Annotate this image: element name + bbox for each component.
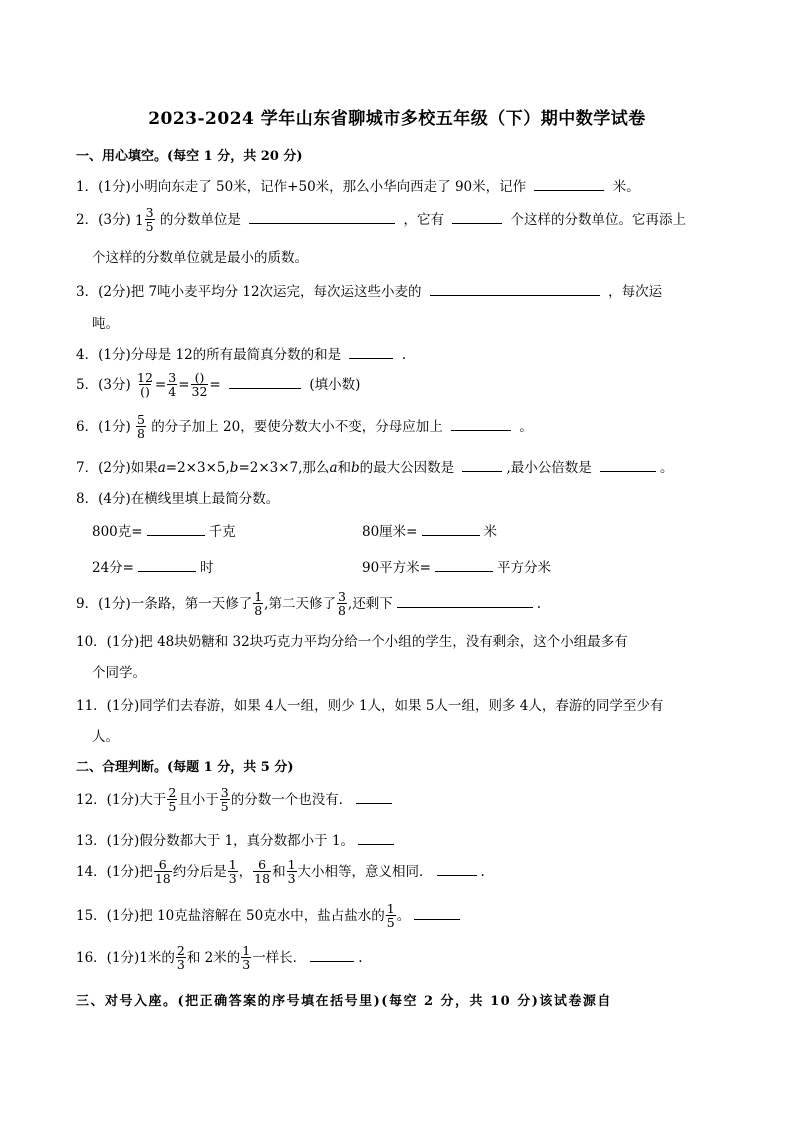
question-3 bbox=[76, 280, 662, 300]
q7-prefix: 7．(2分)如果 bbox=[76, 460, 158, 476]
q7-var-a: a bbox=[157, 460, 166, 476]
q9-blank[interactable] bbox=[397, 606, 533, 608]
q7-text-e: 的最大公因数是 bbox=[359, 460, 455, 476]
q2-text-e: 个这样的分数单位就是最小的质数。 bbox=[92, 250, 308, 266]
section-heading-2: 二、合理判断。(每题 1 分，共 5 分) bbox=[76, 760, 294, 775]
q7-text-b: =2×3×5, bbox=[165, 460, 230, 476]
q8-r2-label-2: 90平方米= bbox=[362, 560, 431, 576]
q6-prefix: 6．(1分) bbox=[76, 419, 131, 435]
q5-fraction-3 bbox=[191, 371, 209, 398]
q14-text-b: 约分后是 bbox=[172, 864, 227, 880]
q12-prefix: 12．(1分)大于 bbox=[76, 792, 167, 808]
question-1 bbox=[76, 175, 640, 195]
q7-text-d: 和 bbox=[337, 460, 351, 476]
q14-fraction-4 bbox=[287, 858, 297, 885]
q16-f2-den: 3 bbox=[242, 957, 251, 972]
q5-f2-den: 4 bbox=[168, 384, 177, 399]
q5-eq-1: = bbox=[154, 377, 167, 393]
q16-text-b: 和 2米的 bbox=[186, 950, 241, 966]
q6-text: 的分子加上 20，要使分数大小不变，分母应加上 bbox=[151, 419, 443, 435]
q8-r2-label: 24分= bbox=[92, 560, 134, 576]
q6-num: 5 bbox=[137, 412, 145, 427]
q14-f1-den: 18 bbox=[154, 871, 171, 886]
q8-row-1-left bbox=[92, 520, 236, 540]
q12-f2-num: 3 bbox=[220, 785, 229, 800]
q14-f3-den: 18 bbox=[254, 871, 271, 886]
q7-blank-2[interactable] bbox=[600, 470, 656, 472]
q2-fraction bbox=[145, 206, 155, 233]
q13-blank[interactable] bbox=[358, 843, 394, 845]
q2-prefix: 2．(3分) bbox=[76, 212, 131, 228]
q8-r1-label-2: 80厘米= bbox=[362, 524, 418, 540]
q3-text-b: ，每次运 bbox=[608, 284, 663, 300]
q2-text-d: 个这样的分数单位。它再添上 bbox=[510, 212, 687, 228]
q15-text-b: 。 bbox=[396, 908, 411, 924]
q14-text-e: 大小相等，意义相同． bbox=[297, 864, 433, 880]
q12-fraction-2 bbox=[220, 786, 230, 813]
q10-text: 10．(1分)把 48块奶糖和 32块巧克力平均分给一个小组的学生，没有剩余，这个小组最多有 bbox=[76, 634, 628, 650]
q6-blank[interactable] bbox=[451, 429, 511, 431]
q12-f1-num: 2 bbox=[168, 785, 177, 800]
q8-r2-unit: 时 bbox=[200, 560, 214, 576]
q8-r2-blank-2[interactable] bbox=[435, 570, 493, 572]
q14-end: . bbox=[480, 864, 485, 880]
q5-eq-3: = bbox=[209, 377, 221, 393]
section-heading-3: 三、对号入座。(把正确答案的序号填在括号里)(每空 2 分，共 10 分)该试卷源自 bbox=[76, 994, 612, 1009]
q10-text-b: 个同学。 bbox=[92, 665, 146, 681]
question-10-cont bbox=[92, 661, 146, 681]
q4-text: 4．(1分)分母是 12的所有最简真分数的和是 bbox=[76, 347, 342, 363]
q5-eq-2: = bbox=[178, 377, 190, 393]
q14-f3-num: 6 bbox=[258, 857, 267, 872]
q11-text: 11．(1分)同学们去春游，如果 4人一组，则少 1人，如果 5人一组，则多 4人，春游的同学至少有 bbox=[76, 698, 664, 714]
q2-text-b: 的分数单位是 bbox=[159, 212, 241, 228]
q5-f1-den: () bbox=[140, 384, 150, 399]
q5-f3-num: () bbox=[194, 370, 205, 385]
q7-blank-1[interactable] bbox=[462, 470, 502, 472]
question-4 bbox=[76, 343, 406, 363]
q12-f1-den: 5 bbox=[168, 799, 177, 814]
q14-f1-num: 6 bbox=[158, 857, 167, 872]
q7-end: 。 bbox=[660, 460, 674, 476]
q14-fraction-3 bbox=[253, 858, 271, 885]
q5-fraction-1 bbox=[136, 371, 154, 398]
q14-f2-den: 3 bbox=[228, 871, 237, 886]
q14-fraction-1 bbox=[154, 858, 172, 885]
q7-var-b: b bbox=[229, 460, 239, 476]
question-13 bbox=[76, 829, 398, 849]
question-12 bbox=[76, 787, 396, 814]
q16-text-c: 一样长． bbox=[252, 950, 307, 966]
q9-f1-num: 1 bbox=[254, 589, 263, 604]
q1-unit: 米。 bbox=[612, 179, 640, 195]
question-15 bbox=[76, 903, 464, 930]
question-14 bbox=[76, 859, 485, 886]
q14-fraction-2 bbox=[228, 858, 238, 885]
q9-f1-den: 8 bbox=[254, 603, 263, 618]
q15-f1-num: 1 bbox=[386, 901, 395, 916]
q6-fraction bbox=[136, 413, 146, 440]
q2-blank-2[interactable] bbox=[452, 222, 502, 224]
q9-fraction-1 bbox=[253, 590, 263, 617]
q16-f2-num: 1 bbox=[242, 943, 251, 958]
q15-fraction bbox=[386, 902, 396, 929]
page-title: 2023-2024 学年山东省聊城市多校五年级（下）期中数学试卷 bbox=[148, 109, 646, 129]
q16-end: . bbox=[358, 950, 363, 966]
q4-blank[interactable] bbox=[349, 357, 393, 359]
q5-note: (填小数) bbox=[309, 377, 361, 393]
question-8 bbox=[76, 487, 279, 507]
q4-end: . bbox=[401, 347, 407, 363]
q8-r1-blank-2[interactable] bbox=[422, 534, 480, 536]
q5-f1-num: 12 bbox=[137, 370, 153, 385]
q5-prefix: 5．(3分) bbox=[76, 377, 131, 393]
q7-var-a2: a bbox=[329, 460, 338, 476]
q7-text-c: =2×3×7,那么 bbox=[238, 460, 330, 476]
q6-den: 8 bbox=[137, 426, 145, 441]
q5-blank[interactable] bbox=[229, 387, 301, 389]
q9-text-b: ,第二天修了 bbox=[264, 596, 336, 612]
question-10 bbox=[76, 630, 628, 650]
q14-f4-den: 3 bbox=[287, 871, 296, 886]
q8-r1-blank-1[interactable] bbox=[147, 534, 205, 536]
q5-f3-den: 32 bbox=[191, 384, 208, 399]
q2-den: 5 bbox=[145, 219, 154, 234]
question-3-cont bbox=[92, 312, 119, 332]
question-6 bbox=[76, 414, 533, 441]
q12-fraction-1 bbox=[167, 786, 177, 813]
q8-r1-unit-2: 米 bbox=[483, 524, 497, 540]
q14-blank[interactable] bbox=[437, 874, 477, 876]
q8-text: 8．(4分)在横线里填上最简分数。 bbox=[76, 491, 280, 507]
q8-r2-unit-2: 平方分米 bbox=[497, 560, 551, 576]
question-5 bbox=[76, 372, 360, 399]
q8-row-2-left bbox=[92, 556, 214, 576]
q9-text-c: ,还剩下 bbox=[347, 596, 393, 612]
q8-r1-unit: 千克 bbox=[208, 524, 236, 540]
q9-prefix: 9．(1分)一条路，第一天修了 bbox=[76, 596, 253, 612]
q5-fraction-2 bbox=[167, 371, 177, 398]
q1-answer-blank[interactable] bbox=[534, 189, 604, 191]
q15-blank[interactable] bbox=[414, 918, 460, 920]
q9-end: . bbox=[536, 596, 542, 612]
q12-blank[interactable] bbox=[356, 802, 392, 804]
question-9 bbox=[76, 591, 541, 618]
q7-var-b2: b bbox=[351, 460, 360, 476]
question-2 bbox=[76, 207, 686, 234]
q1-text: 1．(1分)小明向东走了 50米，记作+50米，那么小华向西走了 90米，记作 bbox=[76, 179, 527, 195]
q16-f1-den: 3 bbox=[176, 957, 185, 972]
q3-text-c: 吨。 bbox=[92, 316, 119, 332]
q16-blank[interactable] bbox=[310, 960, 354, 962]
q8-row-1-right bbox=[362, 520, 497, 540]
section-heading-1: 一、用心填空。(每空 1 分，共 20 分) bbox=[76, 149, 303, 164]
q12-text-c: 的分数一个也没有． bbox=[230, 792, 353, 808]
q14-text-d: 和 bbox=[272, 864, 286, 880]
q16-fraction-2 bbox=[241, 944, 251, 971]
q9-f2-den: 8 bbox=[337, 603, 346, 618]
q16-prefix: 16．(1分)1米的 bbox=[76, 950, 175, 966]
question-11-cont bbox=[92, 725, 119, 745]
question-2-cont bbox=[92, 246, 308, 266]
q14-f2-num: 1 bbox=[228, 857, 237, 872]
q9-fraction-2 bbox=[337, 590, 347, 617]
q2-mixed-number bbox=[135, 207, 156, 234]
q2-whole: 1 bbox=[135, 212, 144, 229]
q2-text-c: ，它有 bbox=[403, 212, 444, 228]
q14-prefix: 14．(1分)把 bbox=[76, 864, 153, 880]
q8-row-2-right bbox=[362, 556, 551, 576]
q14-f4-num: 1 bbox=[287, 857, 296, 872]
q15-prefix: 15．(1分)把 10克盐溶解在 50克水中，盐占盐水的 bbox=[76, 908, 385, 924]
q16-f1-num: 2 bbox=[176, 943, 185, 958]
q13-text: 13．(1分)假分数都大于 1，真分数都小于 1。 bbox=[76, 833, 355, 849]
q8-r2-blank-1[interactable] bbox=[138, 570, 196, 572]
question-16 bbox=[76, 945, 362, 972]
q15-f1-den: 5 bbox=[386, 915, 395, 930]
q3-blank-1[interactable] bbox=[430, 294, 600, 296]
q12-f2-den: 5 bbox=[220, 799, 229, 814]
q12-text-b: 且小于 bbox=[178, 792, 219, 808]
question-11 bbox=[76, 694, 663, 714]
q8-r1-label: 800克= bbox=[92, 524, 143, 540]
q2-num: 3 bbox=[145, 205, 154, 220]
q11-text-b: 人。 bbox=[92, 729, 119, 745]
q14-text-c: ， bbox=[238, 864, 253, 880]
q7-text-f: ,最小公倍数是 bbox=[506, 460, 592, 476]
question-7 bbox=[76, 456, 674, 476]
q3-text: 3．(2分)把 7吨小麦平均分 12次运完，每次运这些小麦的 bbox=[76, 284, 422, 300]
q6-end: 。 bbox=[519, 419, 533, 435]
q5-f2-num: 3 bbox=[168, 370, 177, 385]
q2-blank-1[interactable] bbox=[249, 222, 395, 224]
q16-fraction-1 bbox=[176, 944, 186, 971]
q9-f2-num: 3 bbox=[337, 589, 346, 604]
